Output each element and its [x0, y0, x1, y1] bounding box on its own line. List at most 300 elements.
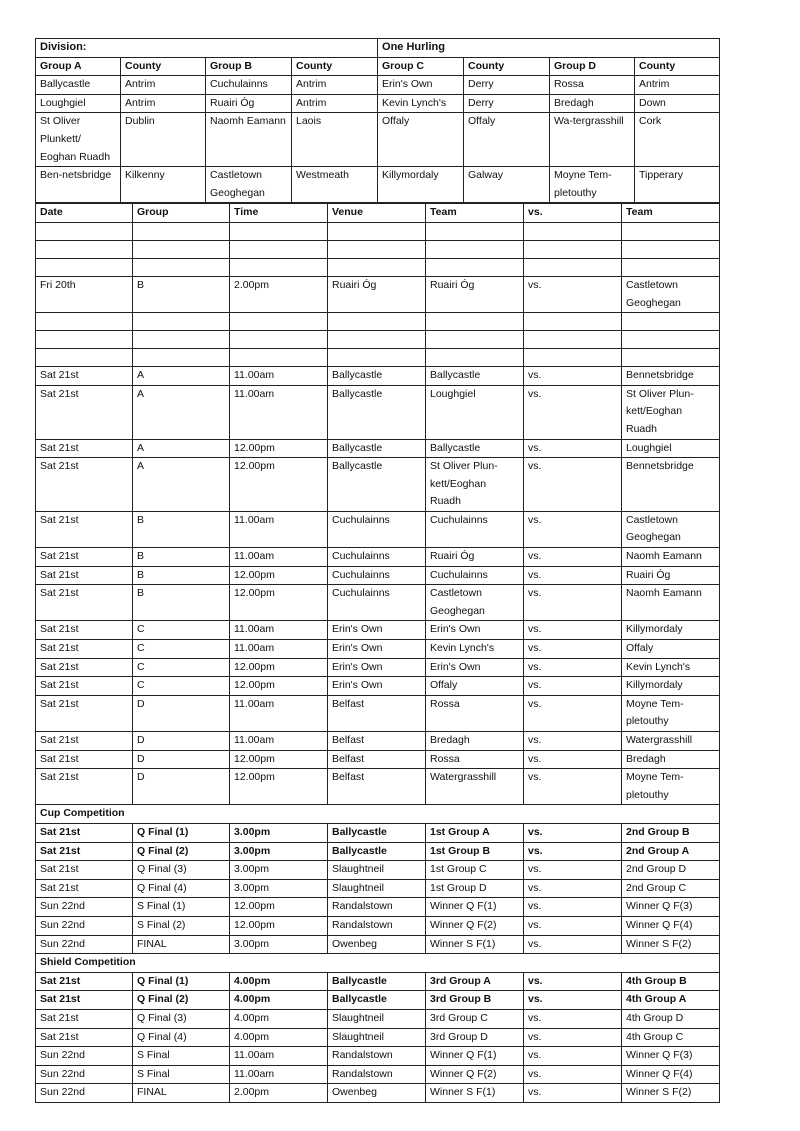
blank-cell — [622, 258, 720, 276]
fixture-cell: Sat 21st — [36, 1028, 133, 1047]
fixture-cell: 1st Group A — [426, 823, 524, 842]
blank-cell — [622, 349, 720, 367]
fixture-cell: vs. — [524, 1084, 622, 1103]
fixture-cell: 3.00pm — [230, 823, 328, 842]
fixture-cell: B — [133, 566, 230, 585]
fixture-cell: Rossa — [426, 695, 524, 731]
groups-cell: Ruairi Óg — [206, 94, 292, 113]
fixture-cell: Naomh Eamann — [622, 548, 720, 567]
fixture-cell: Owenbeg — [328, 935, 426, 954]
groups-row — [36, 167, 720, 203]
fixture-cell: Owenbeg — [328, 1084, 426, 1103]
groups-cell: Antrim — [121, 76, 206, 95]
fixture-cell: Ballycastle — [426, 439, 524, 458]
fixture-cell: Kevin Lynch's — [622, 658, 720, 677]
fixture-cell: 12.00pm — [230, 458, 328, 512]
groups-header-cell: Group C — [378, 57, 464, 76]
groups-header-cell: Group A — [36, 57, 121, 76]
fixture-cell: Sat 21st — [36, 548, 133, 567]
fixture-cell: Sat 21st — [36, 1009, 133, 1028]
groups-cell: Derry — [464, 94, 550, 113]
fixture-cell: 12.00pm — [230, 439, 328, 458]
groups-cell: Naomh Eamann — [206, 113, 292, 167]
fixture-row — [36, 385, 720, 439]
blank-cell — [328, 240, 426, 258]
fixture-cell: Q Final (3) — [133, 861, 230, 880]
fixture-row — [36, 732, 720, 751]
blank-cell — [133, 331, 230, 349]
fixture-cell: Cuchulainns — [426, 566, 524, 585]
blank-cell — [36, 331, 133, 349]
fixture-cell: 1st Group C — [426, 861, 524, 880]
blank-cell — [622, 313, 720, 331]
blank-cell — [524, 222, 622, 240]
groups-cell: Down — [635, 94, 720, 113]
fixture-cell: Ballycastle — [328, 385, 426, 439]
fixture-cell: Sat 21st — [36, 640, 133, 659]
groups-cell: Tipperary — [635, 167, 720, 203]
groups-row — [36, 94, 720, 113]
fixture-cell: vs. — [524, 879, 622, 898]
fixture-cell: Ruairi Óg — [328, 276, 426, 312]
fixture-cell: Sat 21st — [36, 367, 133, 386]
fixture-cell: vs. — [524, 769, 622, 805]
fixture-cell: vs. — [524, 439, 622, 458]
fixture-cell: Randalstown — [328, 1047, 426, 1066]
fixture-cell: Q Final (3) — [133, 1009, 230, 1028]
groups-cell: Offaly — [378, 113, 464, 167]
groups-cell: Castletown Geoghegan — [206, 167, 292, 203]
fixture-cell: 12.00pm — [230, 769, 328, 805]
groups-cell: Antrim — [121, 94, 206, 113]
groups-cell: Rossa — [550, 76, 635, 95]
fixture-cell: Sat 21st — [36, 842, 133, 861]
fixture-cell: vs. — [524, 1028, 622, 1047]
fixture-cell: 11.00am — [230, 695, 328, 731]
fixture-row — [36, 367, 720, 386]
fixture-cell: Randalstown — [328, 1065, 426, 1084]
fixture-cell: Fri 20th — [36, 276, 133, 312]
fixture-cell: 4th Group A — [622, 991, 720, 1010]
fixture-cell: Sat 21st — [36, 677, 133, 696]
fixture-cell: vs. — [524, 385, 622, 439]
section-heading: Shield Competition — [36, 954, 720, 973]
fixture-cell: vs. — [524, 991, 622, 1010]
fixture-cell: vs. — [524, 916, 622, 935]
fixture-cell: 4.00pm — [230, 991, 328, 1010]
blank-row — [36, 331, 720, 349]
fixture-cell: Cuchulainns — [426, 511, 524, 547]
fixture-cell: D — [133, 695, 230, 731]
fixture-cell: Erin's Own — [328, 658, 426, 677]
fixture-cell: St Oliver Plun-kett/Eoghan Ruadh — [622, 385, 720, 439]
fixture-cell: Erin's Own — [328, 621, 426, 640]
fixture-cell: 11.00am — [230, 367, 328, 386]
fixture-cell: Sat 21st — [36, 879, 133, 898]
fixture-cell: Winner Q F(1) — [426, 1047, 524, 1066]
fixture-cell: Offaly — [622, 640, 720, 659]
fixture-cell: Slaughtneil — [328, 879, 426, 898]
fixture-cell: vs. — [524, 566, 622, 585]
blank-cell — [524, 313, 622, 331]
fixture-cell: Sat 21st — [36, 566, 133, 585]
fixture-cell: vs. — [524, 750, 622, 769]
fixture-cell: Winner S F(2) — [622, 935, 720, 954]
fixture-cell: Ballycastle — [328, 991, 426, 1010]
fixture-cell: Castletown Geoghegan — [426, 585, 524, 621]
fixtures-header-cell: Venue — [328, 204, 426, 223]
fixture-cell: vs. — [524, 658, 622, 677]
fixture-row — [36, 1028, 720, 1047]
fixture-cell: Winner Q F(3) — [622, 1047, 720, 1066]
fixture-cell: 2nd Group C — [622, 879, 720, 898]
groups-row — [36, 113, 720, 167]
fixture-row — [36, 677, 720, 696]
fixture-cell: B — [133, 548, 230, 567]
fixture-row — [36, 1047, 720, 1066]
fixture-cell: A — [133, 367, 230, 386]
fixture-cell: 2nd Group B — [622, 823, 720, 842]
fixture-cell: Ballycastle — [426, 367, 524, 386]
fixture-cell: Killymordaly — [622, 677, 720, 696]
fixture-cell: 3.00pm — [230, 842, 328, 861]
fixture-cell: S Final — [133, 1047, 230, 1066]
fixture-row — [36, 842, 720, 861]
fixture-cell: Naomh Eamann — [622, 585, 720, 621]
blank-row — [36, 258, 720, 276]
fixture-cell: 12.00pm — [230, 750, 328, 769]
blank-cell — [230, 240, 328, 258]
groups-cell: Wa-tergrasshill — [550, 113, 635, 167]
groups-cell: Ballycastle — [36, 76, 121, 95]
fixture-cell: Slaughtneil — [328, 1009, 426, 1028]
fixture-cell: 4.00pm — [230, 1009, 328, 1028]
fixture-cell: vs. — [524, 1047, 622, 1066]
blank-cell — [426, 258, 524, 276]
fixture-cell: Watergrasshill — [622, 732, 720, 751]
fixture-cell: Sat 21st — [36, 385, 133, 439]
fixture-cell: Ruairi Óg — [426, 276, 524, 312]
fixture-cell: C — [133, 640, 230, 659]
fixture-cell: 2.00pm — [230, 1084, 328, 1103]
fixture-cell: Cuchulainns — [328, 566, 426, 585]
fixture-cell: Sun 22nd — [36, 1084, 133, 1103]
section-heading-row — [36, 805, 720, 824]
fixture-cell: Castletown Geoghegan — [622, 276, 720, 312]
fixture-cell: Randalstown — [328, 916, 426, 935]
fixture-cell: Belfast — [328, 769, 426, 805]
blank-cell — [36, 258, 133, 276]
fixture-cell: vs. — [524, 1065, 622, 1084]
fixtures-header-cell: Date — [36, 204, 133, 223]
blank-cell — [133, 240, 230, 258]
blank-cell — [230, 331, 328, 349]
fixture-cell: 1st Group D — [426, 879, 524, 898]
fixture-row — [36, 511, 720, 547]
fixture-cell: vs. — [524, 640, 622, 659]
fixture-cell: Winner Q F(2) — [426, 916, 524, 935]
fixtures-header-cell: Group — [133, 204, 230, 223]
fixture-row — [36, 769, 720, 805]
fixture-cell: vs. — [524, 458, 622, 512]
blank-cell — [622, 240, 720, 258]
fixture-cell: Ballycastle — [328, 367, 426, 386]
fixture-cell: Sun 22nd — [36, 935, 133, 954]
fixture-cell: C — [133, 621, 230, 640]
fixture-cell: Ballycastle — [328, 823, 426, 842]
fixture-row — [36, 658, 720, 677]
fixture-cell: Sun 22nd — [36, 1047, 133, 1066]
fixture-cell: Moyne Tem-pletouthy — [622, 695, 720, 731]
groups-cell: Killymordaly — [378, 167, 464, 203]
groups-cell: Kevin Lynch's — [378, 94, 464, 113]
fixture-cell: vs. — [524, 898, 622, 917]
division-name: One Hurling — [378, 39, 720, 58]
groups-header-cell: County — [464, 57, 550, 76]
fixture-row — [36, 640, 720, 659]
fixture-cell: vs. — [524, 276, 622, 312]
fixture-cell: 1st Group B — [426, 842, 524, 861]
blank-cell — [524, 331, 622, 349]
groups-header-cell: Group D — [550, 57, 635, 76]
groups-cell: Dublin — [121, 113, 206, 167]
fixture-cell: Sun 22nd — [36, 916, 133, 935]
blank-cell — [524, 240, 622, 258]
fixture-cell: 2nd Group D — [622, 861, 720, 880]
blank-cell — [426, 222, 524, 240]
fixtures-header-cell: vs. — [524, 204, 622, 223]
fixture-cell: vs. — [524, 732, 622, 751]
blank-row — [36, 313, 720, 331]
fixture-cell: 12.00pm — [230, 658, 328, 677]
fixture-row — [36, 548, 720, 567]
blank-cell — [36, 313, 133, 331]
fixture-cell: Sat 21st — [36, 458, 133, 512]
fixture-cell: Sat 21st — [36, 695, 133, 731]
blank-cell — [328, 331, 426, 349]
fixture-cell: vs. — [524, 695, 622, 731]
fixture-cell: Bredagh — [426, 732, 524, 751]
fixture-row — [36, 566, 720, 585]
blank-cell — [426, 313, 524, 331]
blank-row — [36, 222, 720, 240]
fixture-cell: Slaughtneil — [328, 1028, 426, 1047]
fixture-cell: Cuchulainns — [328, 511, 426, 547]
groups-cell: Antrim — [292, 76, 378, 95]
fixture-cell: Cuchulainns — [328, 548, 426, 567]
fixture-row — [36, 695, 720, 731]
fixture-cell: Q Final (2) — [133, 842, 230, 861]
fixture-cell: D — [133, 769, 230, 805]
fixture-cell: Winner S F(1) — [426, 935, 524, 954]
fixture-cell: 4th Group D — [622, 1009, 720, 1028]
fixture-cell: 11.00am — [230, 385, 328, 439]
fixture-cell: Sat 21st — [36, 511, 133, 547]
fixture-cell: vs. — [524, 972, 622, 991]
fixture-cell: Sat 21st — [36, 823, 133, 842]
blank-cell — [426, 331, 524, 349]
fixture-cell: 3rd Group A — [426, 972, 524, 991]
blank-cell — [426, 349, 524, 367]
fixture-row — [36, 750, 720, 769]
fixture-row — [36, 935, 720, 954]
fixture-cell: Erin's Own — [328, 677, 426, 696]
fixture-cell: Loughgiel — [426, 385, 524, 439]
blank-cell — [622, 331, 720, 349]
fixture-cell: vs. — [524, 511, 622, 547]
fixtures-header-cell: Time — [230, 204, 328, 223]
fixture-cell: Winner Q F(1) — [426, 898, 524, 917]
fixtures-header-cell: Team — [622, 204, 720, 223]
fixture-cell: Cuchulainns — [328, 585, 426, 621]
fixture-cell: D — [133, 750, 230, 769]
fixture-cell: A — [133, 385, 230, 439]
fixture-row — [36, 585, 720, 621]
fixture-cell: Sat 21st — [36, 769, 133, 805]
fixture-cell: 11.00am — [230, 1047, 328, 1066]
fixture-cell: Belfast — [328, 695, 426, 731]
groups-cell: Moyne Tem-pletouthy — [550, 167, 635, 203]
fixture-row — [36, 458, 720, 512]
fixture-cell: 11.00am — [230, 548, 328, 567]
blank-cell — [36, 349, 133, 367]
blank-cell — [36, 222, 133, 240]
fixture-cell: Erin's Own — [426, 658, 524, 677]
fixture-cell: 11.00am — [230, 621, 328, 640]
blank-cell — [230, 313, 328, 331]
blank-cell — [133, 258, 230, 276]
blank-cell — [328, 349, 426, 367]
fixture-cell: Winner S F(1) — [426, 1084, 524, 1103]
fixture-cell: 4.00pm — [230, 972, 328, 991]
fixture-cell: Erin's Own — [426, 621, 524, 640]
fixture-cell: Bennetsbridge — [622, 458, 720, 512]
fixture-cell: B — [133, 585, 230, 621]
fixture-cell: Slaughtneil — [328, 861, 426, 880]
fixture-cell: St Oliver Plun-kett/Eoghan Ruadh — [426, 458, 524, 512]
division-label: Division: — [36, 39, 378, 58]
fixture-cell: B — [133, 276, 230, 312]
groups-header-cell: Group B — [206, 57, 292, 76]
groups-header-row — [36, 57, 720, 76]
fixture-cell: Q Final (1) — [133, 972, 230, 991]
fixture-cell: 12.00pm — [230, 585, 328, 621]
fixture-cell: 4.00pm — [230, 1028, 328, 1047]
fixture-cell: Winner Q F(2) — [426, 1065, 524, 1084]
section-heading: Cup Competition — [36, 805, 720, 824]
fixture-cell: 3rd Group C — [426, 1009, 524, 1028]
fixture-cell: 11.00am — [230, 511, 328, 547]
blank-cell — [328, 313, 426, 331]
fixture-cell: A — [133, 458, 230, 512]
fixture-cell: vs. — [524, 621, 622, 640]
groups-header-cell: County — [121, 57, 206, 76]
fixture-cell: Sat 21st — [36, 658, 133, 677]
fixture-cell: 3.00pm — [230, 935, 328, 954]
fixture-row — [36, 621, 720, 640]
fixture-cell: Bennetsbridge — [622, 367, 720, 386]
fixture-cell: Sat 21st — [36, 750, 133, 769]
fixture-cell: B — [133, 511, 230, 547]
fixture-cell: Sat 21st — [36, 861, 133, 880]
fixture-row — [36, 1084, 720, 1103]
fixture-cell: 12.00pm — [230, 916, 328, 935]
groups-header-cell: County — [635, 57, 720, 76]
fixture-cell: 12.00pm — [230, 677, 328, 696]
fixture-cell: vs. — [524, 861, 622, 880]
fixture-cell: 3.00pm — [230, 879, 328, 898]
fixture-cell: vs. — [524, 548, 622, 567]
fixture-cell: C — [133, 658, 230, 677]
fixture-cell: Moyne Tem-pletouthy — [622, 769, 720, 805]
blank-cell — [328, 258, 426, 276]
groups-cell: Kilkenny — [121, 167, 206, 203]
fixture-row — [36, 991, 720, 1010]
groups-cell: Loughgiel — [36, 94, 121, 113]
fixture-cell: Sat 21st — [36, 621, 133, 640]
fixtures-table — [35, 203, 720, 1103]
fixture-cell: Watergrasshill — [426, 769, 524, 805]
blank-cell — [230, 258, 328, 276]
groups-header-cell: County — [292, 57, 378, 76]
fixture-cell: Ballycastle — [328, 458, 426, 512]
fixture-row — [36, 972, 720, 991]
fixture-cell: Killymordaly — [622, 621, 720, 640]
fixture-cell: FINAL — [133, 935, 230, 954]
fixture-cell: Ruairi Óg — [622, 566, 720, 585]
fixture-cell: Q Final (4) — [133, 879, 230, 898]
fixture-cell: 11.00am — [230, 640, 328, 659]
blank-cell — [133, 222, 230, 240]
fixture-cell: 3rd Group B — [426, 991, 524, 1010]
fixture-row — [36, 861, 720, 880]
fixture-cell: Belfast — [328, 732, 426, 751]
fixture-cell: Winner Q F(3) — [622, 898, 720, 917]
fixture-row — [36, 898, 720, 917]
fixture-sheet — [35, 38, 719, 1103]
fixture-cell: S Final — [133, 1065, 230, 1084]
fixture-cell: Ballycastle — [328, 842, 426, 861]
groups-cell: Ben-netsbridge — [36, 167, 121, 203]
groups-cell: Galway — [464, 167, 550, 203]
fixture-cell: Sat 21st — [36, 439, 133, 458]
fixture-cell: 2nd Group A — [622, 842, 720, 861]
fixture-cell: Sat 21st — [36, 972, 133, 991]
division-groups-table — [35, 38, 720, 203]
fixture-cell: D — [133, 732, 230, 751]
blank-cell — [230, 349, 328, 367]
fixture-cell: Offaly — [426, 677, 524, 696]
fixture-cell: 11.00am — [230, 732, 328, 751]
fixture-cell: Winner Q F(4) — [622, 916, 720, 935]
groups-cell: St Oliver Plunkett/ Eoghan Ruadh — [36, 113, 121, 167]
groups-row — [36, 76, 720, 95]
fixture-cell: A — [133, 439, 230, 458]
blank-cell — [622, 222, 720, 240]
fixture-cell: Winner Q F(4) — [622, 1065, 720, 1084]
groups-cell: Erin's Own — [378, 76, 464, 95]
fixture-cell: Loughgiel — [622, 439, 720, 458]
fixture-cell: 3rd Group D — [426, 1028, 524, 1047]
fixture-cell: C — [133, 677, 230, 696]
fixture-cell: vs. — [524, 367, 622, 386]
groups-cell: Cuchulainns — [206, 76, 292, 95]
section-heading-row — [36, 954, 720, 973]
fixture-cell: 11.00am — [230, 1065, 328, 1084]
groups-cell: Laois — [292, 113, 378, 167]
blank-cell — [133, 313, 230, 331]
fixture-row — [36, 916, 720, 935]
